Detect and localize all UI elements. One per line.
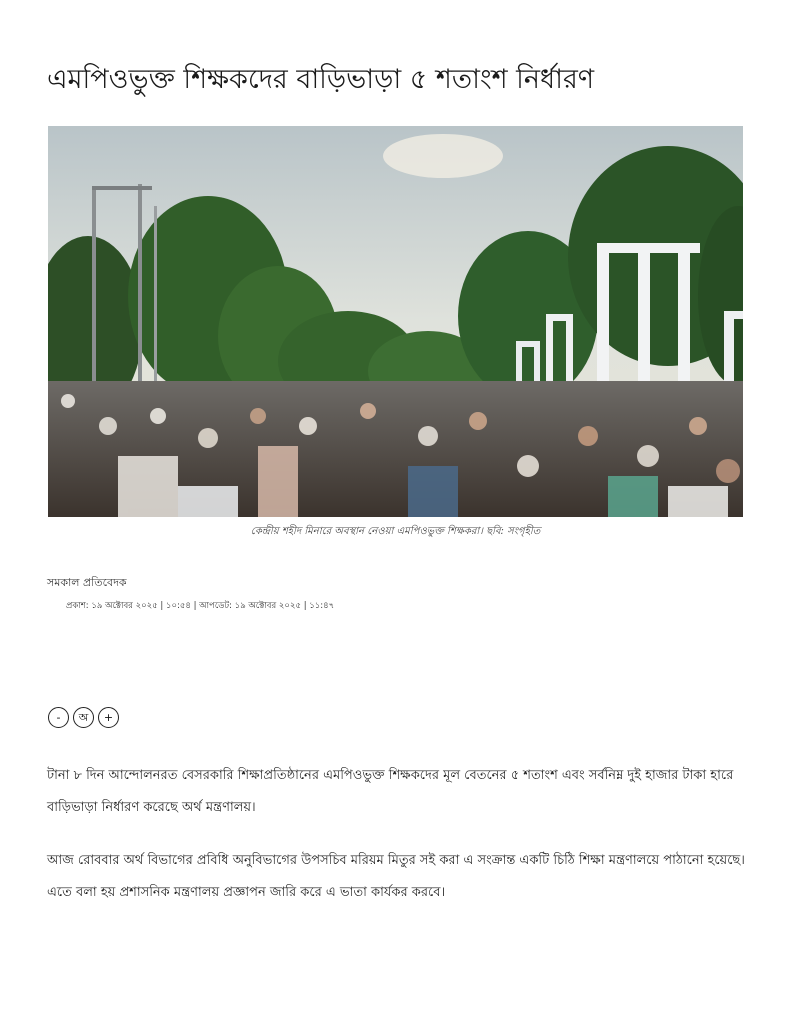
photo-caption: কেন্দ্রীয় শহীদ মিনারে অবস্থান নেওয়া এমপিওভুক্ত শিক্ষকরা। ছবি: সংগৃহীত <box>250 526 541 537</box>
font-size-controls <box>48 707 119 728</box>
article-photo <box>48 126 743 517</box>
publish-update-dates: প্রকাশ: ১৯ অক্টোবর ২০২৫ | ১০:৫৪ | আপডেট: ১৯ অক্টোবর ২০২৫ | ১১:৪৭ <box>66 601 335 611</box>
article-paragraph: টানা ৮ দিন আন্দোলনরত বেসরকারি শিক্ষাপ্রতিষ্ঠানের এমপিওভুক্ত শিক্ষকদের মূল বেতনের ৫ শতাংশ এবং সর্বনিম্ন দুই হাজার টাকা হারে বাড়িভাড়া নির্ধারণ করেছে অর্থ মন্ত্রণালয়। <box>47 768 734 815</box>
author-byline[interactable]: সমকাল প্রতিবেদক <box>47 576 127 589</box>
font-reset-button[interactable]: অ <box>73 707 94 728</box>
font-decrease-button[interactable]: - <box>48 707 69 728</box>
article-paragraph: আজ রোববার অর্থ বিভাগের প্রবিধি অনুবিভাগের উপসচিব মরিয়ম মিতুর সই করা এ সংক্রান্ত একটি চিঠি শিক্ষা মন্ত্রণালয়ে পাঠানো হয়েছে। এতে বলা হয় প্রশাসনিক মন্ত্রণালয় প্রজ্ঞাপন জারি করে এ ভাতা কার্যকর করবে। <box>47 853 745 900</box>
article-headline: এমপিওভুক্ত শিক্ষকদের বাড়িভাড়া ৫ শতাংশ নির্ধারণ <box>47 64 595 95</box>
crowd-photo-illustration <box>48 126 743 517</box>
font-increase-button[interactable]: + <box>98 707 119 728</box>
